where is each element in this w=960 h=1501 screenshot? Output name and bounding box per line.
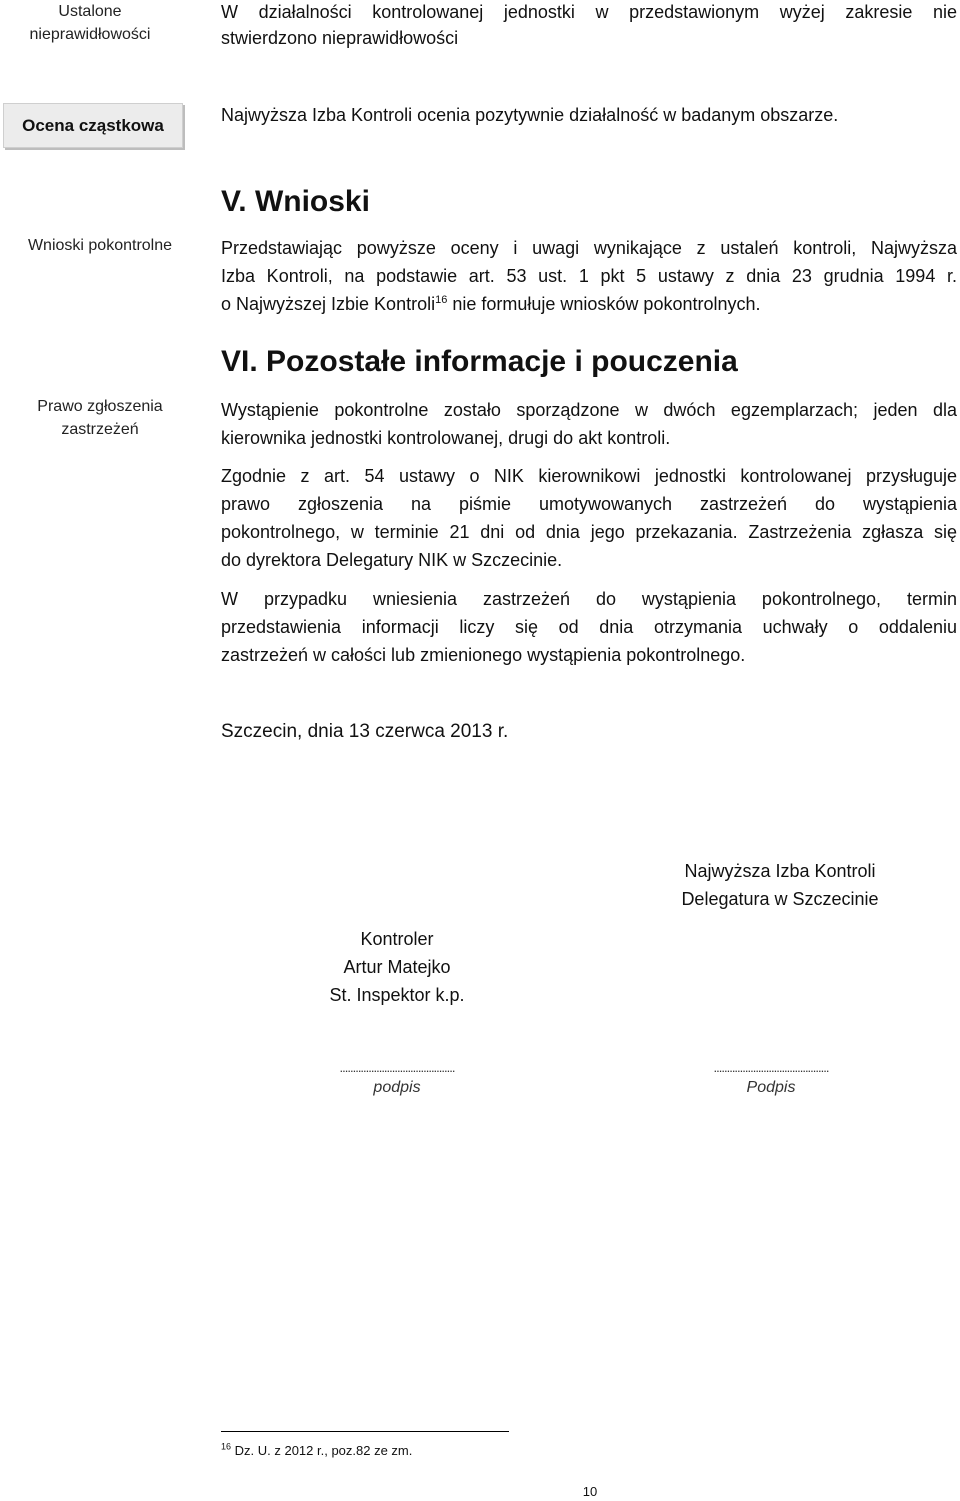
- section-vi-number: VI.: [221, 345, 258, 378]
- findings-line-2: stwierdzono nieprawidłowości: [221, 28, 459, 48]
- footnote-text: Dz. U. z 2012 r., poz.82 ze zm.: [231, 1443, 413, 1458]
- section-v-line-3-text: o Najwyższej Izbie Kontroli: [221, 294, 436, 314]
- section-vi-p2-line-1: Zgodnie z art. 54 ustawy o NIK kierownikowi jednostki kontrolowanej przysługuje: [221, 466, 957, 486]
- section-vi-p2-line-4: do dyrektora Delegatury NIK w Szczecinie.: [221, 550, 563, 570]
- section-vi-title: Pozostałe informacje i pouczenia: [266, 345, 738, 378]
- footnote-reference: 16: [435, 294, 448, 306]
- institution-branch: Delegatura w Szczecinie: [681, 889, 879, 909]
- assessment-paragraph: [221, 102, 957, 129]
- section-v-paragraph: [221, 234, 957, 318]
- signature-label-left: podpis: [373, 1079, 421, 1096]
- section-v-title: Wnioski: [254, 185, 370, 218]
- margin-note-findings: Ustalone nieprawidłowości: [29, 3, 151, 43]
- findings-line-1: W działalności kontrolowanej jednostki w przedstawionym wyżej zakresie nie: [221, 2, 957, 22]
- signature-dots-right: ............................................: [713, 1060, 829, 1075]
- section-vi-paragraph-1: [221, 396, 957, 452]
- institution-block: [610, 857, 950, 913]
- section-vi-p3-line-3: zastrzeżeń w całości lub zmienionego wystąpienia pokontrolnego.: [221, 645, 746, 665]
- footnote-separator: [221, 1431, 509, 1432]
- section-vi-p1-line-2: kierownika jednostki kontrolowanej, drugi do akt kontroli.: [221, 428, 671, 448]
- section-vi-p2-line-3: pokontrolnego, w terminie 21 dni od dnia jego przekazania. Zastrzeżenia zgłasza się: [221, 522, 957, 542]
- institution-name: Najwyższa Izba Kontroli: [684, 861, 876, 881]
- controller-role: Kontroler: [360, 929, 434, 949]
- section-vi-p3-line-1: W przypadku wniesienia zastrzeżeń do wystąpienia pokontrolnego, termin: [221, 589, 957, 609]
- place-date: [221, 718, 957, 745]
- section-v-heading: [221, 184, 370, 220]
- section-v-line-3-tail: nie formułuje wniosków pokontrolnych.: [447, 294, 761, 314]
- section-vi-heading: [221, 344, 738, 380]
- place-date-text: Szczecin, dnia 13 czerwca 2013 r.: [221, 721, 509, 742]
- margin-note-post-audit-conclusions: Wnioski pokontrolne: [27, 237, 173, 254]
- section-vi-p1-line-1: Wystąpienie pokontrolne zostało sporządzone w dwóch egzemplarzach; jeden dla: [221, 400, 957, 420]
- section-v-line-2: Izba Kontroli, na podstawie art. 53 ust. 1 pkt 5 ustawy z dnia 23 grudnia 1994 r.: [221, 266, 957, 286]
- controller-block: [297, 925, 497, 1009]
- section-v-line-3: [221, 290, 957, 318]
- page-number: 10: [582, 1484, 598, 1499]
- section-v-line-1: Przedstawiając powyższe oceny i uwagi wynikające z ustaleń kontroli, Najwyższa: [221, 238, 957, 258]
- section-vi-paragraph-2: [221, 462, 957, 574]
- controller-name: Artur Matejko: [343, 957, 451, 977]
- findings-paragraph: [221, 0, 957, 51]
- section-v-number: V.: [221, 185, 247, 218]
- partial-assessment-badge: Ocena cząstkowa: [3, 103, 183, 148]
- margin-note-right-to-object: Prawo zgłoszenia zastrzeżeń: [37, 398, 163, 438]
- footnote-number: 16: [221, 1441, 232, 1452]
- signature-label-right: Podpis: [746, 1079, 796, 1096]
- section-vi-p3-line-2: przedstawienia informacji liczy się od dnia otrzymania uchwały o oddaleniu: [221, 617, 957, 637]
- signature-dots-left: ............................................: [339, 1060, 455, 1075]
- controller-title: St. Inspektor k.p.: [329, 985, 465, 1005]
- assessment-text: Najwyższa Izba Kontroli ocenia pozytywnie działalność w badanym obszarze.: [221, 105, 839, 125]
- footnote: [221, 1443, 412, 1458]
- section-vi-paragraph-3: [221, 585, 957, 669]
- section-vi-p2-line-2: prawo zgłoszenia na piśmie umotywowanych zastrzeżeń do wystąpienia: [221, 494, 957, 514]
